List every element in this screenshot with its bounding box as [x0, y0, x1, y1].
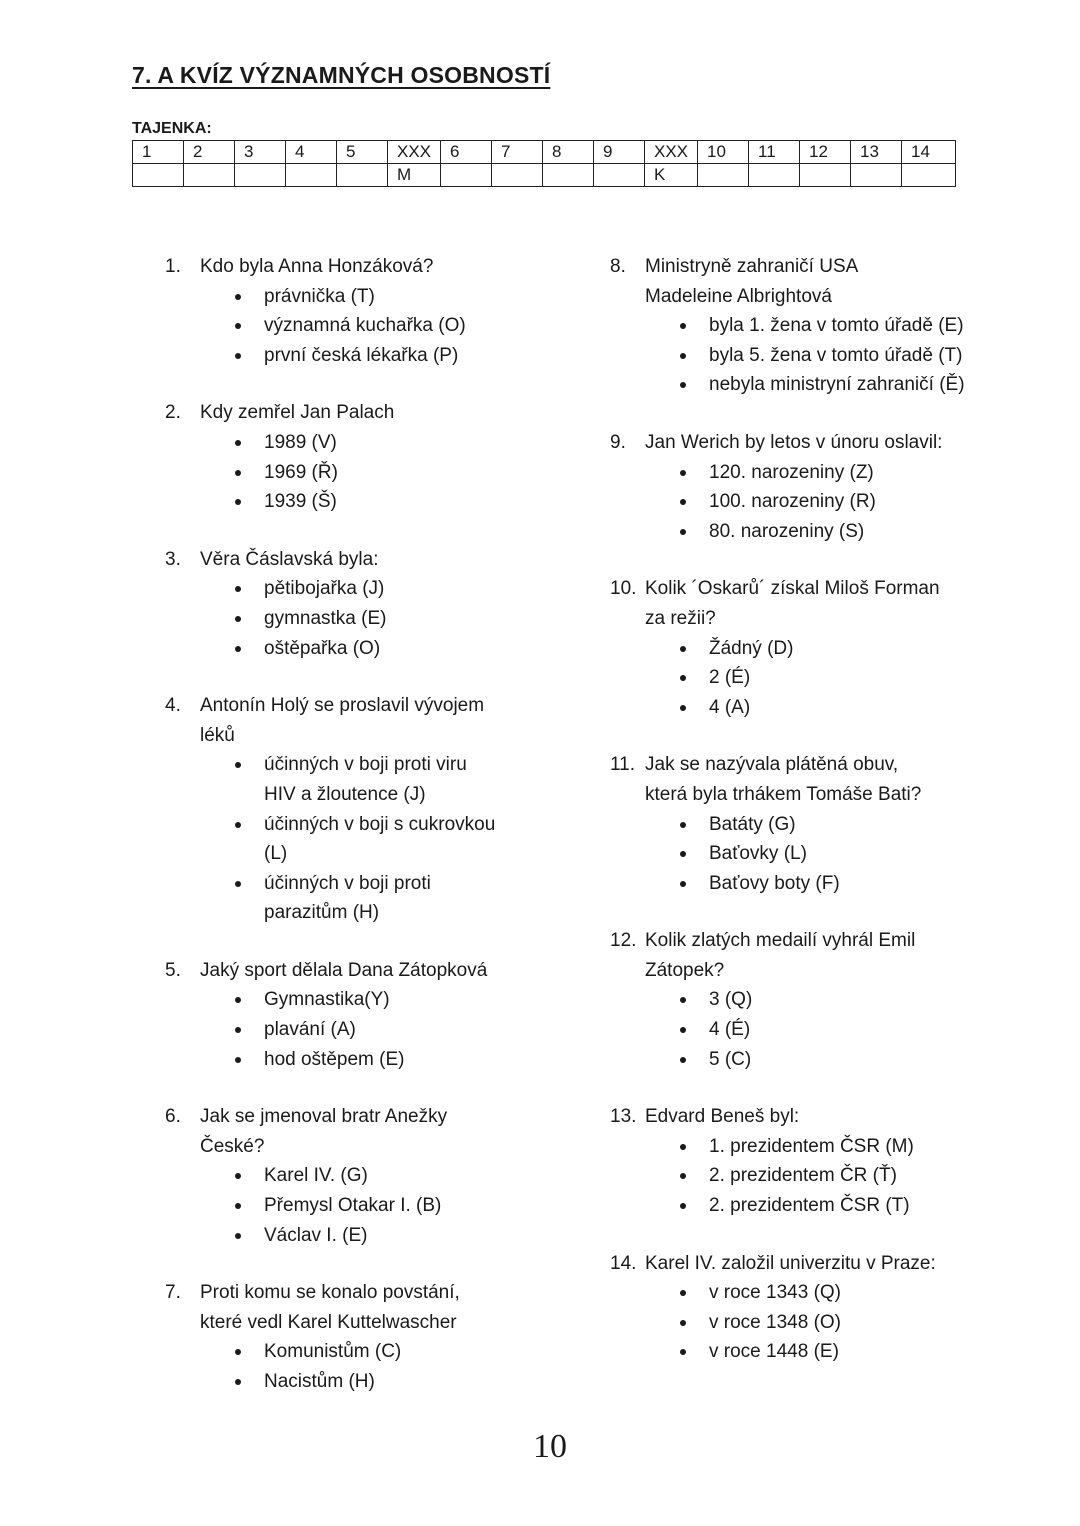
- tajenka-header-cell: 5: [337, 141, 388, 164]
- option-text: účinných v boji proti viru: [264, 754, 467, 776]
- tajenka-answer-cell: [492, 164, 543, 187]
- bullet-icon: [680, 1349, 686, 1355]
- question-number: 2.: [165, 402, 181, 424]
- question: [610, 252, 970, 400]
- option-list: [165, 1161, 565, 1250]
- question-text: které vedl Karel Kuttelwascher: [200, 1311, 457, 1333]
- question-text: Antonín Holý se proslavil vývojem: [200, 695, 485, 717]
- question-number: 7.: [165, 1282, 181, 1304]
- question: [165, 252, 565, 370]
- option-item: [235, 428, 565, 458]
- question-text: Karel IV. založil univerzitu v Praze:: [645, 1252, 936, 1274]
- bullet-icon: [235, 1173, 241, 1179]
- bullet-icon: [680, 646, 686, 652]
- bullet-icon: [680, 1320, 686, 1326]
- bullet-icon: [680, 1203, 686, 1209]
- questions-right-column: [610, 252, 970, 1367]
- option-item: [680, 458, 970, 488]
- question: [610, 1102, 970, 1220]
- option-text: HIV a žloutence (J): [264, 783, 426, 805]
- bullet-icon: [235, 1027, 241, 1033]
- question: [610, 574, 970, 722]
- question-text: Jak se jmenoval bratr Anežky: [200, 1106, 448, 1128]
- question-number: 13.: [610, 1106, 637, 1128]
- option-item: [235, 311, 565, 341]
- question-text: Kolik zlatých medailí vyhrál Emil: [645, 930, 916, 952]
- bullet-icon: [235, 294, 241, 300]
- tajenka-answer-cell: [749, 164, 800, 187]
- question-text: Edvard Beneš byl:: [645, 1106, 800, 1128]
- tajenka-answer-cell: [594, 164, 645, 187]
- question: [610, 926, 970, 1074]
- question-text: Zátopek?: [645, 959, 725, 981]
- bullet-icon: [235, 1057, 241, 1063]
- question-text: Kolik ´Oskarů´ získal Miloš Forman: [645, 578, 940, 600]
- bullet-icon: [680, 382, 686, 388]
- option-item: [680, 1132, 970, 1162]
- question-text-line: [610, 252, 970, 282]
- question-text: České?: [200, 1135, 265, 1157]
- option-item: [680, 487, 970, 517]
- tajenka-answer-cell: [337, 164, 388, 187]
- option-list: [610, 1278, 970, 1367]
- question-text: za režii?: [645, 607, 716, 629]
- question-text: která byla trhákem Tomáše Bati?: [645, 783, 922, 805]
- question: [610, 428, 970, 546]
- option-item: [680, 985, 970, 1015]
- option-item: [235, 1367, 565, 1397]
- question-number: 9.: [610, 431, 626, 453]
- option-text: Baťovky (L): [709, 843, 807, 865]
- tajenka-answer-cell: [184, 164, 235, 187]
- question-number: 8.: [610, 256, 626, 277]
- option-list: [610, 1132, 970, 1221]
- option-item: [235, 1337, 565, 1367]
- option-list: [610, 634, 970, 723]
- option-text: Baťovy boty (F): [709, 872, 840, 894]
- option-item: [235, 839, 565, 869]
- option-item: [235, 282, 565, 312]
- option-text: oštěpařka (O): [264, 637, 381, 659]
- option-text: byla 1. žena v tomto úřadě (E): [709, 315, 964, 337]
- page-title: 7. A KVÍZ VÝZNAMNÝCH OSOBNOSTÍ: [132, 62, 551, 88]
- tajenka-header-cell: 9: [594, 141, 645, 164]
- bullet-icon: [235, 646, 241, 652]
- option-text: Žádný (D): [709, 637, 794, 659]
- option-list: [610, 458, 970, 547]
- option-list: [610, 985, 970, 1074]
- option-item: [235, 1045, 565, 1075]
- option-text: účinných v boji proti: [264, 872, 431, 894]
- question-text-line: [165, 252, 565, 282]
- question-text-line: [165, 721, 565, 751]
- question: [610, 1249, 970, 1367]
- option-text: 2. prezidentem ČSR (T): [709, 1195, 910, 1217]
- option-item: [680, 1045, 970, 1075]
- bullet-icon: [680, 1027, 686, 1033]
- tajenka-header-cell: 11: [749, 141, 800, 164]
- tajenka-header-cell: 13: [851, 141, 902, 164]
- option-item: [235, 780, 565, 810]
- tajenka-grid: [132, 140, 956, 187]
- bullet-icon: [235, 881, 241, 887]
- option-list: [165, 574, 565, 663]
- question-text: léků: [200, 724, 235, 746]
- option-text: 2 (É): [709, 667, 751, 689]
- option-text: parazitům (H): [264, 902, 380, 924]
- option-item: [235, 634, 565, 664]
- bullet-icon: [680, 675, 686, 681]
- option-item: [680, 839, 970, 869]
- bullet-icon: [680, 851, 686, 857]
- tajenka-answer-row: [133, 164, 956, 187]
- option-text: významná kuchařka (O): [264, 315, 466, 337]
- bullet-icon: [680, 1173, 686, 1179]
- option-text: hod oštěpem (E): [264, 1048, 405, 1070]
- option-text: Nacistům (H): [264, 1371, 375, 1392]
- bullet-icon: [680, 1290, 686, 1296]
- option-text: Komunistům (C): [264, 1341, 402, 1363]
- option-text: 1939 (Š): [264, 491, 337, 513]
- question-number: 5.: [165, 959, 181, 981]
- option-text: Gymnastika(Y): [264, 989, 390, 1011]
- option-item: [235, 1221, 565, 1251]
- tajenka-header-cell: 7: [492, 141, 543, 164]
- tajenka-header-cell: 12: [800, 141, 851, 164]
- question-text-line: [610, 282, 970, 312]
- question-text-line: [610, 926, 970, 956]
- question-text: Madeleine Albrightová: [645, 285, 832, 307]
- question-number: 6.: [165, 1106, 181, 1128]
- option-list: [610, 810, 970, 899]
- option-text: (L): [264, 843, 288, 865]
- question-text: Věra Čáslavská byla:: [200, 548, 379, 570]
- question-text: Proti komu se konalo povstání,: [200, 1282, 460, 1304]
- option-item: [680, 341, 970, 371]
- tajenka-answer-cell: M: [388, 164, 441, 187]
- option-item: [235, 1015, 565, 1045]
- question: [165, 545, 565, 663]
- question-number: 3.: [165, 548, 181, 570]
- bullet-icon: [235, 470, 241, 476]
- option-text: účinných v boji s cukrovkou: [264, 813, 496, 835]
- tajenka-header-cell: XXX: [388, 141, 441, 164]
- option-list: [610, 311, 970, 400]
- option-text: 5 (C): [709, 1048, 752, 1070]
- option-item: [680, 693, 970, 723]
- question-number: 12.: [610, 930, 637, 952]
- bullet-icon: [235, 762, 241, 768]
- question: [165, 398, 565, 516]
- option-text: pětibojařka (J): [264, 578, 385, 600]
- option-item: [680, 810, 970, 840]
- question: [165, 956, 565, 1074]
- tajenka-answer-cell: [235, 164, 286, 187]
- option-item: [235, 1191, 565, 1221]
- question: [165, 1278, 565, 1396]
- tajenka-answer-cell: [851, 164, 902, 187]
- option-item: [235, 1161, 565, 1191]
- question-text-line: [165, 1132, 565, 1162]
- option-item: [235, 574, 565, 604]
- tajenka-header-cell: 1: [133, 141, 184, 164]
- bullet-icon: [235, 1203, 241, 1209]
- question-text-line: [610, 956, 970, 986]
- bullet-icon: [680, 499, 686, 505]
- question-text-line: [610, 1102, 970, 1132]
- bullet-icon: [680, 529, 686, 535]
- option-text: 100. narozeniny (R): [709, 491, 876, 513]
- option-text: gymnastka (E): [264, 607, 387, 629]
- option-list: [165, 428, 565, 517]
- tajenka-answer-cell: [286, 164, 337, 187]
- question-text-line: [610, 574, 970, 604]
- option-text: v roce 1448 (E): [709, 1341, 839, 1363]
- option-item: [235, 810, 565, 840]
- tajenka-header-cell: 2: [184, 141, 235, 164]
- option-text: v roce 1343 (Q): [709, 1282, 841, 1304]
- option-item: [680, 1191, 970, 1221]
- option-item: [680, 1337, 970, 1367]
- option-text: 1969 (Ř): [264, 461, 338, 483]
- option-list: [165, 1337, 565, 1396]
- option-text: 80. narozeniny (S): [709, 520, 865, 542]
- bullet-icon: [680, 822, 686, 828]
- tajenka-header-cell: XXX: [645, 141, 698, 164]
- bullet-icon: [680, 323, 686, 329]
- option-item: [235, 604, 565, 634]
- bullet-icon: [235, 586, 241, 592]
- option-item: [235, 750, 565, 780]
- tajenka-answer-cell: [800, 164, 851, 187]
- option-text: 2. prezidentem ČR (Ť): [709, 1165, 897, 1187]
- tajenka-header-cell: 4: [286, 141, 337, 164]
- bullet-icon: [680, 470, 686, 476]
- question-text-line: [610, 780, 970, 810]
- option-item: [680, 1308, 970, 1338]
- option-text: Václav I. (E): [264, 1224, 368, 1246]
- bullet-icon: [235, 1379, 241, 1385]
- question-text-line: [165, 1102, 565, 1132]
- bullet-icon: [680, 1144, 686, 1150]
- option-list: [165, 750, 565, 928]
- bullet-icon: [680, 705, 686, 711]
- tajenka-header-row: [133, 141, 956, 164]
- bullet-icon: [235, 1349, 241, 1355]
- question-number: 11.: [610, 754, 636, 776]
- question: [610, 750, 970, 898]
- bullet-icon: [680, 997, 686, 1003]
- tajenka-answer-cell: K: [645, 164, 698, 187]
- question-number: 10.: [610, 578, 637, 600]
- option-text: 4 (A): [709, 696, 751, 718]
- tajenka-answer-cell: [902, 164, 956, 187]
- option-item: [680, 370, 970, 400]
- tajenka-header-cell: 6: [441, 141, 492, 164]
- question-text-line: [165, 398, 565, 428]
- bullet-icon: [680, 353, 686, 359]
- option-list: [165, 282, 565, 371]
- question-text-line: [610, 604, 970, 634]
- option-text: v roce 1348 (O): [709, 1311, 841, 1333]
- option-text: byla 5. žena v tomto úřadě (T): [709, 344, 963, 366]
- question-text: Kdo byla Anna Honzáková?: [200, 256, 434, 277]
- question-text-line: [610, 1249, 970, 1279]
- option-text: 4 (É): [709, 1019, 751, 1041]
- tajenka-header-cell: 8: [543, 141, 594, 164]
- question-text: Ministryně zahraničí USA: [645, 256, 859, 277]
- option-item: [680, 869, 970, 899]
- option-item: [235, 898, 565, 928]
- bullet-icon: [235, 353, 241, 359]
- question-text-line: [610, 750, 970, 780]
- bullet-icon: [235, 822, 241, 828]
- tajenka-answer-cell: [441, 164, 492, 187]
- option-item: [680, 1161, 970, 1191]
- option-item: [680, 1015, 970, 1045]
- option-text: Karel IV. (G): [264, 1165, 368, 1187]
- option-item: [680, 517, 970, 547]
- page-number: 10: [533, 1428, 567, 1465]
- option-list: [165, 985, 565, 1074]
- questions-left-column: [165, 252, 565, 1397]
- option-text: 120. narozeniny (Z): [709, 461, 874, 483]
- tajenka-label: TAJENKA:: [132, 120, 212, 137]
- option-text: Batáty (G): [709, 813, 796, 835]
- question-text-line: [165, 1308, 565, 1338]
- tajenka-answer-cell: [543, 164, 594, 187]
- bullet-icon: [235, 1233, 241, 1239]
- tajenka-header-cell: 14: [902, 141, 956, 164]
- bullet-icon: [235, 323, 241, 329]
- option-text: 1989 (V): [264, 431, 337, 453]
- option-item: [235, 341, 565, 371]
- option-item: [680, 663, 970, 693]
- option-item: [235, 458, 565, 488]
- option-item: [680, 634, 970, 664]
- tajenka-header-cell: 10: [698, 141, 749, 164]
- question-text-line: [610, 428, 970, 458]
- option-item: [235, 985, 565, 1015]
- question-text-line: [165, 691, 565, 721]
- option-item: [235, 869, 565, 899]
- question-text: Jak se nazývala plátěná obuv,: [645, 754, 899, 776]
- question-text-line: [165, 545, 565, 575]
- option-item: [235, 487, 565, 517]
- question-text: Jaký sport dělala Dana Zátopková: [200, 959, 488, 981]
- tajenka-answer-cell: [698, 164, 749, 187]
- option-text: nebyla ministryní zahraničí (Ě): [709, 374, 965, 396]
- question: [165, 1102, 565, 1250]
- question-text: Jan Werich by letos v únoru oslavil:: [645, 431, 943, 453]
- question: [165, 691, 565, 928]
- question-number: 4.: [165, 695, 181, 717]
- question-number: 14.: [610, 1252, 637, 1274]
- question-text: Kdy zemřel Jan Palach: [200, 402, 395, 424]
- bullet-icon: [680, 1057, 686, 1063]
- option-item: [680, 1278, 970, 1308]
- question-text-line: [165, 1278, 565, 1308]
- option-text: plavání (A): [264, 1019, 356, 1041]
- question-text-line: [165, 956, 565, 986]
- bullet-icon: [680, 881, 686, 887]
- bullet-icon: [235, 616, 241, 622]
- option-text: Přemysl Otakar I. (B): [264, 1195, 442, 1217]
- option-text: 3 (Q): [709, 989, 753, 1011]
- tajenka-header-cell: 3: [235, 141, 286, 164]
- bullet-icon: [235, 997, 241, 1003]
- option-text: 1. prezidentem ČSR (M): [709, 1135, 914, 1157]
- option-text: právnička (T): [264, 285, 375, 307]
- bullet-icon: [235, 440, 241, 446]
- option-item: [680, 311, 970, 341]
- question-number: 1.: [165, 256, 181, 277]
- option-text: první česká lékařka (P): [264, 344, 459, 366]
- bullet-icon: [235, 499, 241, 505]
- tajenka-answer-cell: [133, 164, 184, 187]
